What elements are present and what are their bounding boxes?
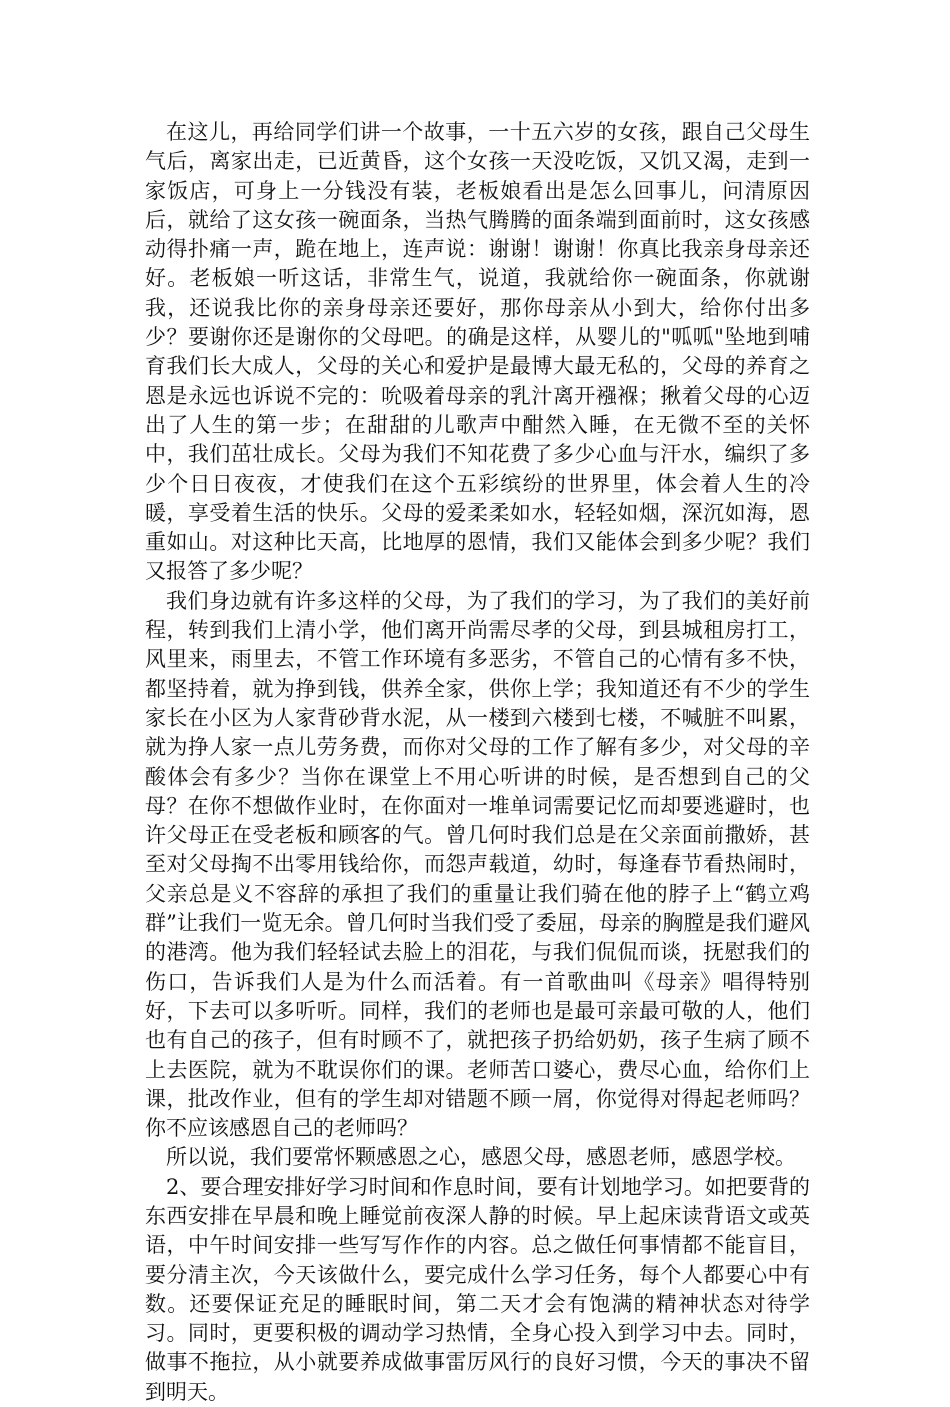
paragraph-story: 在这儿，再给同学们讲一个故事，一十五六岁的女孩，跟自己父母生气后，离家出走，已近黄昏，这个女孩一天没吃饭，又饥又渴，走到一家饭店，可身上一分钱没有装，老板娘看出是怎么回事儿，问清原因后，就给了这女孩一碗面条，当热气腾腾的面条端到面前时，这女孩感动得扑痛一声，跪在地上，连声说：谢谢！谢谢！你真比我亲身母亲还好。老板娘一听这话，非常生气，说道，我就给你一碗面条，你就谢我，还说我比你的亲身母亲还要好，那你母亲从小到大，给你付出多少？要谢你还是谢你的父母吧。的确是这样，从婴儿的"呱呱"坠地到哺育我们长大成人，父母的关心和爱护是最博大最无私的，父母的养育之恩是永远也诉说不完的：吮吸着母亲的乳汁离开襁褓；揪着父母的心迈出了人生的第一步；在甜甜的儿歌声中酣然入睡，在无微不至的关怀中，我们茁壮成长。父母为我们不知花费了多少心血与汗水，编织了多少个日日夜夜，才使我们在这个五彩缤纷的世界里，体会着人生的冷暖，享受着生活的快乐。父母的爱柔柔如水，轻轻如烟，深沉如海，恩重如山。对这种比天高，比地厚的恩情，我们又能体会到多少呢？我们又报答了多少呢？ bbox=[145, 120, 810, 584]
document-page bbox=[145, 118, 810, 1407]
paragraph-parents-teachers: 我们身边就有许多这样的父母，为了我们的学习，为了我们的美好前程，转到我们上清小学，他们离开尚需尽孝的父母，到县城租房打工，风里来，雨里去，不管工作环境有多恶劣，不管自己的心情有多不快，都坚持着，就为挣到钱，供养全家，供你上学；我知道还有不少的学生家长在小区为人家背砂背水泥，从一楼到六楼到七楼，不喊脏不叫累，就为挣人家一点儿劳务费，而你对父母的工作了解有多少，对父母的辛酸体会有多少？当你在课堂上不用心听讲的时候，是否想到自己的父母？在你不想做作业时，在你面对一堆单词需要记忆而却要逃避时，也许父母正在受老板和顾客的气。曾几何时我们总是在父亲面前撒娇，甚至对父母掏不出零用钱给你，而怨声载道，幼时，每逢春节看热闹时，父亲总是义不容辞的承担了我们的重量让我们骑在他的脖子上“鹤立鸡群”让我们一览无余。曾几何时当我们受了委屈，母亲的胸膛是我们避风的港湾。他为我们轻轻试去脸上的泪花，与我们侃侃而谈，抚慰我们的伤口，告诉我们人是为什么而活着。有一首歌曲叫《母亲》唱得特别好，下去可以多听听。同样，我们的老师也是最可亲最可敬的人，他们也有自己的孩子，但有时顾不了，就把孩子扔给奶奶，孩子生病了顾不上去医院，就为不耽误你们的课。老师苦口婆心，费尽心血，给你们上课，批改作业，但有的学生却对错题不顾一屑，你觉得对得起老师吗？你不应该感恩自己的老师吗？ bbox=[145, 588, 810, 1141]
paragraph-study-schedule: 2、要合理安排好学习时间和作息时间，要有计划地学习。如把要背的东西安排在早晨和晚上睡觉前夜深人静的时候。早上起床读背语文或英语，中午时间安排一些写写作作的内容。总之做任何事情都不能盲目，要分清主次，今天该做什么，要完成什么学习任务，每个人都要心中有数。还要保证充足的睡眠时间，第二天才会有饱满的精神状态对待学习。同时，更要积极的调动学习热情，全身心投入到学习中去。同时，做事不拖拉，从小就要养成做事雷厉风行的良好习惯，今天的事决不留到明天。 bbox=[145, 1174, 810, 1404]
paragraph-gratitude: 所以说，我们要常怀颗感恩之心，感恩父母，感恩老师，感恩学校。 bbox=[166, 1145, 796, 1170]
